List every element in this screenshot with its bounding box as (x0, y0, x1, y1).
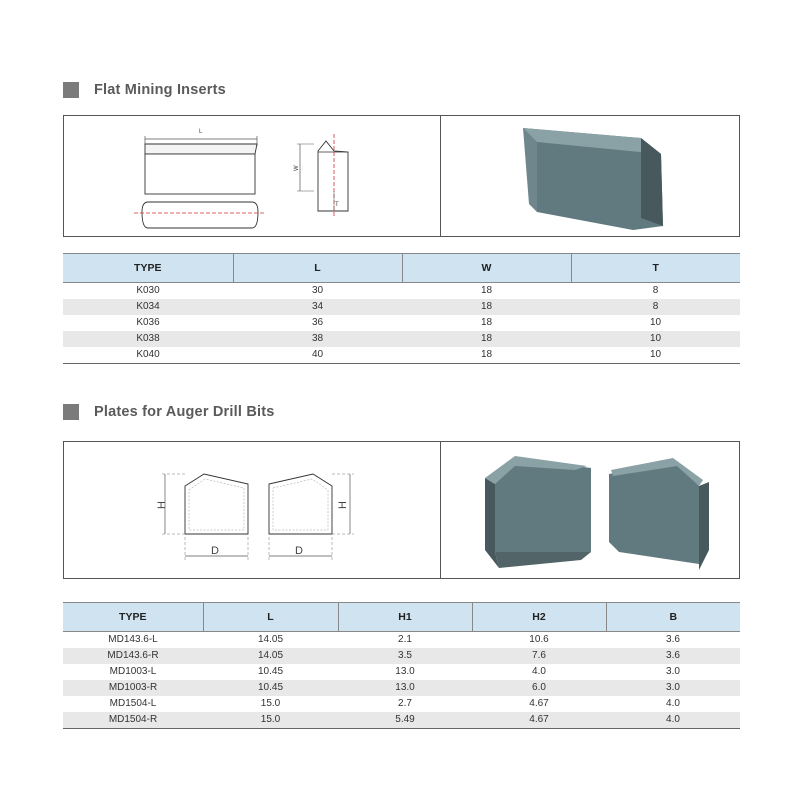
cell: K030 (136, 285, 160, 296)
auger-plate-technical-drawing (64, 442, 440, 578)
section-square-icon (63, 404, 79, 420)
dim-label-diameter-left: D (211, 545, 219, 557)
cell: K034 (136, 301, 160, 312)
cell: 38 (311, 333, 324, 344)
table-row (63, 347, 740, 364)
cell: 15.0 (203, 712, 338, 729)
table-row (63, 283, 740, 300)
cell: 10 (571, 347, 740, 364)
cell: 4.0 (666, 698, 680, 709)
table-row (63, 648, 740, 664)
cell: 3.6 (666, 650, 680, 661)
flat-insert-figure (63, 115, 740, 237)
cell: 4.67 (472, 712, 606, 729)
column-header: W (402, 254, 571, 283)
cell: 4.0 (606, 712, 740, 729)
section-title-auger-plates (63, 403, 275, 421)
cell: 7.6 (532, 650, 546, 661)
section-square-icon (63, 82, 79, 98)
flat-insert-spec-table (63, 253, 740, 364)
cell: 8 (652, 285, 659, 296)
flat-insert-technical-drawing (64, 116, 440, 236)
cell: 3.0 (666, 666, 680, 677)
cell: 18 (480, 317, 493, 328)
cell: MD1504-R (63, 712, 203, 729)
section-title-flat-mining-inserts (63, 81, 226, 99)
column-header: H2 (472, 603, 606, 632)
table-row (63, 315, 740, 331)
cell: 36 (311, 317, 324, 328)
cell: 30 (311, 285, 324, 296)
cell: 15.0 (260, 698, 281, 709)
cell: 10.6 (529, 634, 549, 645)
table-row (63, 696, 740, 712)
dim-label-diameter-right: D (295, 545, 303, 557)
cell: 14.05 (257, 634, 284, 645)
cell: 10.45 (257, 682, 284, 693)
dim-label-length: L (199, 129, 203, 135)
cell: 18 (480, 301, 493, 312)
cell: MD1504-L (109, 698, 157, 709)
column-header: TYPE (63, 603, 203, 632)
cell: 4.67 (529, 698, 549, 709)
column-header: TYPE (63, 254, 233, 283)
auger-plate-spec-table (63, 602, 740, 729)
column-header: L (203, 603, 338, 632)
cell: 4.0 (532, 666, 546, 677)
cell: 18 (480, 285, 493, 296)
table-row (63, 632, 740, 649)
cell: 3.5 (398, 650, 412, 661)
cell: 10 (649, 317, 662, 328)
cell: 3.6 (666, 634, 680, 645)
table-header-row (63, 603, 740, 632)
dim-label-width: W (294, 165, 300, 171)
cell: MD1003-R (108, 682, 158, 693)
cell: 18 (402, 347, 571, 364)
auger-plate-3d-render (441, 442, 740, 578)
cell: 6.0 (532, 682, 546, 693)
column-header: L (233, 254, 402, 283)
cell: 2.7 (398, 698, 412, 709)
cell: 34 (311, 301, 324, 312)
dim-label-thickness: T (335, 202, 339, 208)
cell: MD143.6-R (107, 650, 159, 661)
auger-plate-figure (63, 441, 740, 579)
cell: 40 (233, 347, 402, 364)
table-row (63, 664, 740, 680)
cell: 8 (652, 301, 659, 312)
cell: K040 (63, 347, 233, 364)
section-title-text: Flat Mining Inserts (94, 82, 226, 98)
cell: 2.1 (398, 634, 412, 645)
dim-label-height-right: H (337, 501, 349, 509)
column-header: B (606, 603, 740, 632)
cell: 5.49 (338, 712, 472, 729)
cell: 10.45 (257, 666, 284, 677)
table-row (63, 299, 740, 315)
section-title-text: Plates for Auger Drill Bits (94, 404, 275, 420)
cell: 14.05 (257, 650, 284, 661)
cell: 10 (649, 333, 662, 344)
table-row (63, 680, 740, 696)
table-header-row (63, 254, 740, 283)
cell: 3.0 (666, 682, 680, 693)
table-row (63, 331, 740, 347)
cell: 13.0 (395, 666, 415, 677)
cell: MD1003-L (109, 666, 157, 677)
cell: K036 (136, 317, 160, 328)
cell: 18 (480, 333, 493, 344)
column-header: T (571, 254, 740, 283)
column-header: H1 (338, 603, 472, 632)
cell: 13.0 (395, 682, 415, 693)
table-row (63, 712, 740, 729)
dim-label-height-left: H (156, 501, 168, 509)
flat-insert-3d-render (441, 116, 740, 236)
cell: MD143.6-L (108, 634, 158, 645)
cell: K038 (136, 333, 160, 344)
